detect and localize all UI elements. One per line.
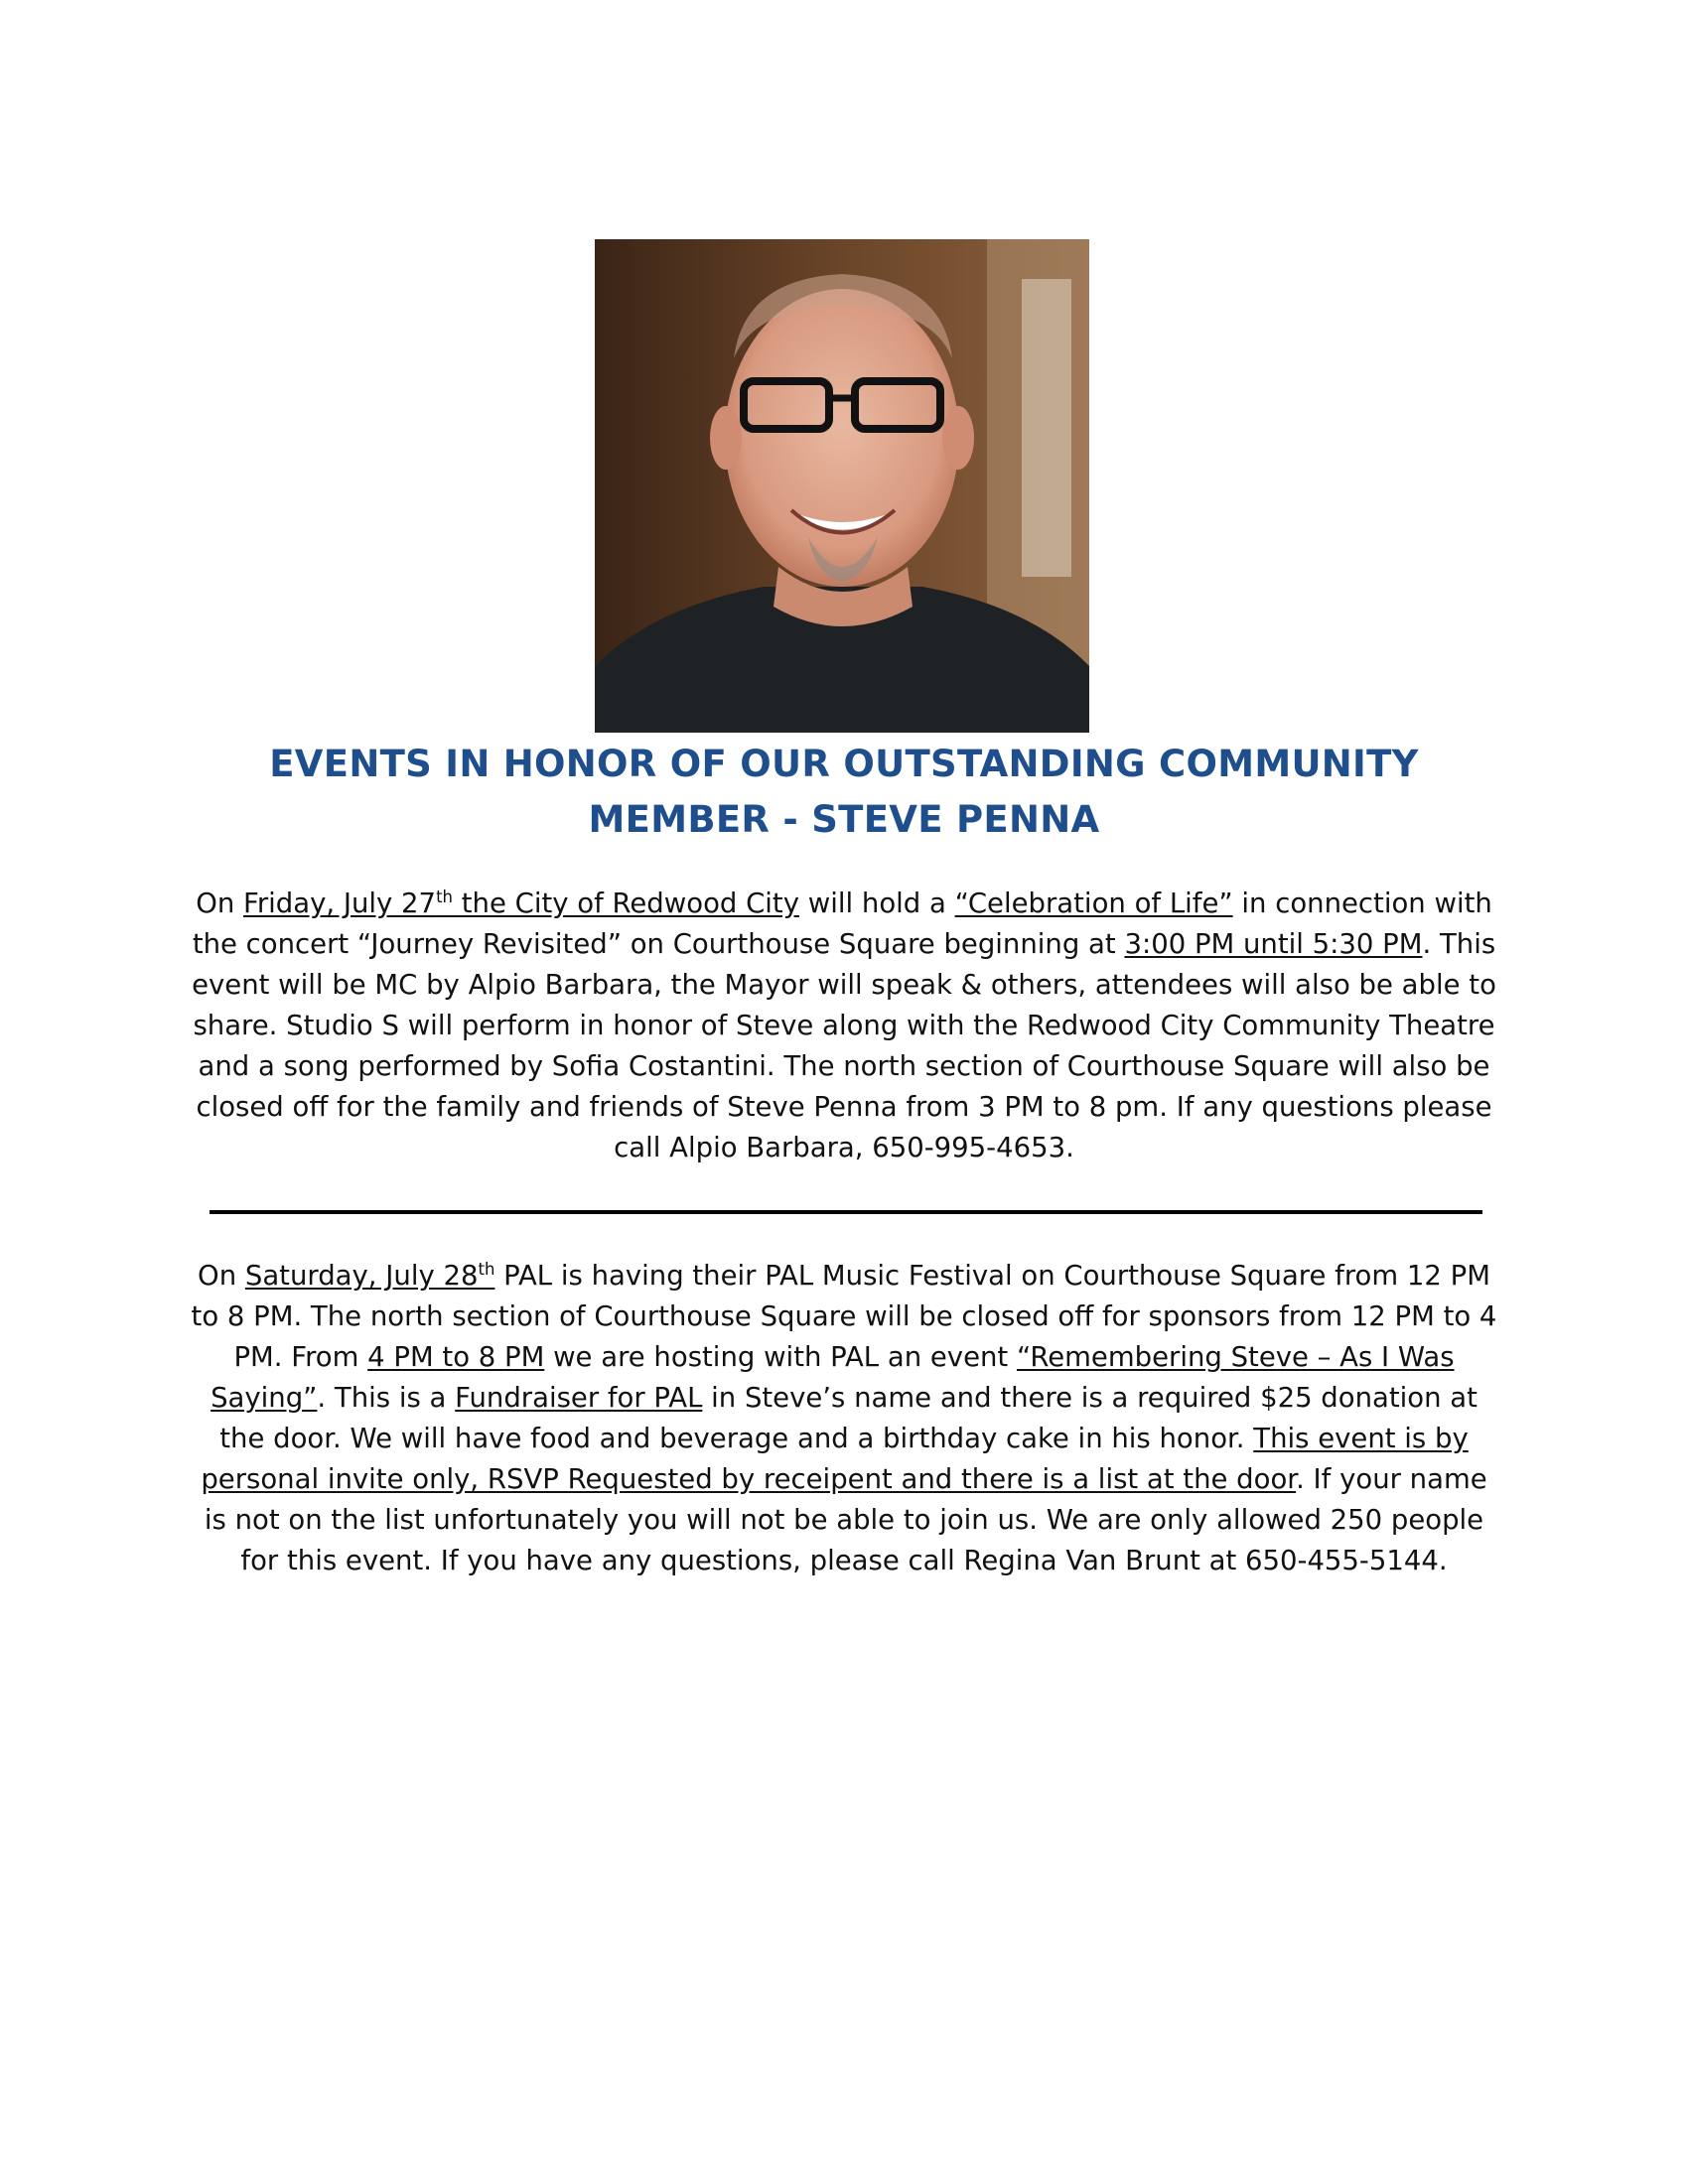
invite-only-underlined: This event is by personal invite only, RSVP Requested by receipent and there is a list at the door — [201, 1423, 1469, 1495]
text-segment: On — [196, 887, 244, 919]
saturday-date-underlined — [245, 1260, 495, 1292]
text-segment: will hold a — [799, 887, 955, 919]
title-line-2: MEMBER - STEVE PENNA — [588, 798, 1100, 841]
text-segment: in connection with the concert “Journey Revisited” on Courthouse Square beginning at — [192, 887, 1492, 960]
text-segment: On — [198, 1260, 245, 1292]
event-saturday-paragraph — [189, 1256, 1499, 1581]
page-title — [149, 737, 1539, 848]
friday-date-underlined — [243, 887, 799, 919]
event-name-underlined: “Remembering Steve – As I Was Saying” — [211, 1341, 1455, 1414]
text-segment: in Steve’s name and there is a required $25 donation at the door. We will have food and beverage and a birthday cake in his honor. — [219, 1382, 1477, 1454]
event-time-underlined: 3:00 PM until 5:30 PM — [1124, 928, 1423, 960]
portrait-illustration — [595, 239, 1089, 733]
text-segment: . This is a — [317, 1382, 456, 1414]
text-segment: the City of Redwood City — [453, 887, 799, 919]
text-segment: . If your name is not on the list unfortunately you will not be able to join us. We are only allowed 250 people for this event. If you have any questions, please call Regina Van Brunt at 650-455-5144. — [204, 1463, 1487, 1576]
section-divider — [210, 1210, 1482, 1214]
event-friday-paragraph — [189, 884, 1499, 1168]
text-segment: Saturday, July 28 — [244, 1260, 479, 1292]
event-time-underlined: 4 PM to 8 PM — [367, 1341, 545, 1373]
ordinal-suffix: th — [478, 1259, 495, 1279]
text-segment: . This event will be MC by Alpio Barbara, the Mayor will speak & others, attendees will also be able to share. Studio S will perform in honor of Steve along with the Redwood City Community Theatre and a song performed by Sofia Costantini. The north section of Courthouse Square will also be closed off for the family and friends of Steve Penna from 3 PM to 8 pm. If any questions please call Alpio Barbara, 650-995-4653. — [192, 928, 1496, 1163]
portrait-photo — [595, 239, 1089, 733]
celebration-of-life-underlined: “Celebration of Life” — [954, 887, 1233, 919]
fundraiser-underlined: Fundraiser for PAL — [455, 1382, 703, 1414]
title-line-1: EVENTS IN HONOR OF OUR OUTSTANDING COMMUNITY — [269, 743, 1419, 785]
ordinal-suffix: th — [436, 887, 453, 906]
text-segment: Friday, July 27 — [243, 887, 437, 919]
text-segment: we are hosting with PAL an event — [544, 1341, 1017, 1373]
text-segment: PAL is having their PAL Music Festival on Courthouse Square from 12 PM to 8 PM. The north section of Courthouse Square will be closed off for sponsors from 12 PM to 4 PM. From — [191, 1260, 1497, 1373]
